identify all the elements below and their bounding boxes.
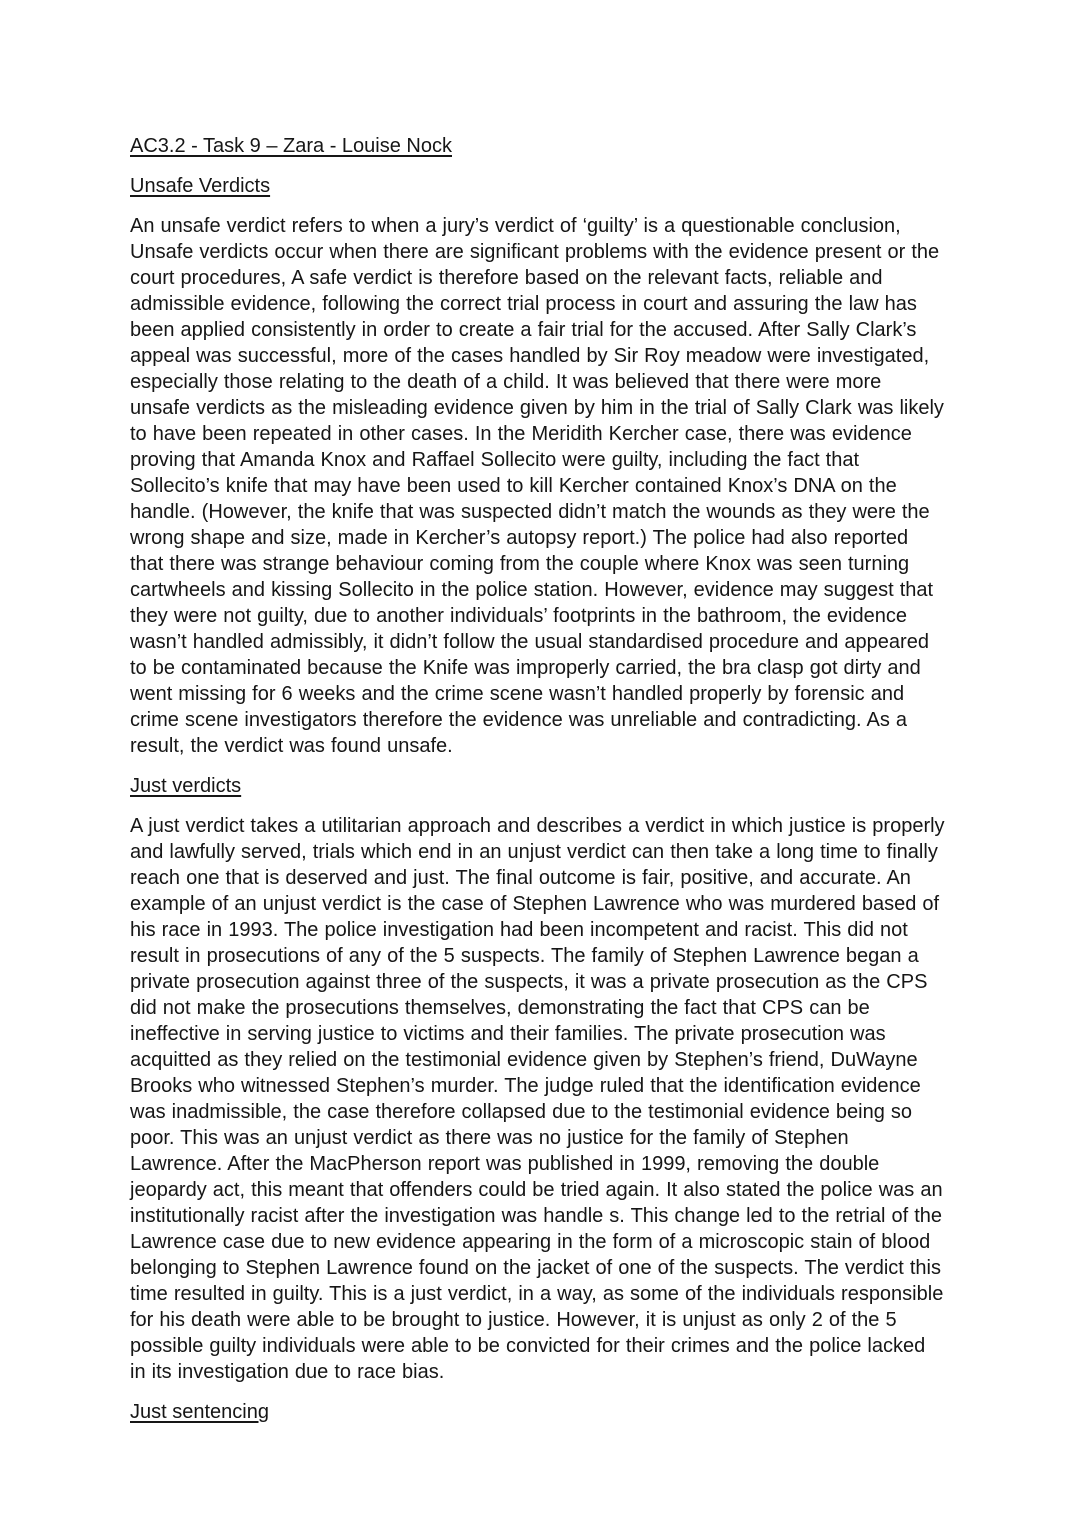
document-title: AC3.2 - Task 9 – Zara - Louise Nock [130, 135, 452, 157]
section-heading-unsafe-verdicts: Unsafe Verdicts [130, 175, 271, 197]
section-body-just-verdicts: A just verdict takes a utilitarian approach and describes a verdict in which justice is properly and lawfully served, trials which end in an unjust verdict can then take a long time to finally reach one that is deserved and just. The final outcome is fair, positive, and accurate. An example of an unjust verdict is the case of Stephen Lawrence who was murdered based of his race in 1993. The police investigation had been incompetent and racist. This did not result in prosecutions of any of the 5 suspects. The family of Stephen Lawrence began a private prosecution against three of the suspects, it was a private prosecution as the CPS did not make the prosecutions themselves, demonstrating the fact that CPS can be ineffective in serving justice to victims and their families. The private prosecution was acquitted as they relied on the testimonial evidence given by Stephen’s friend, DuWayne Brooks who witnessed Stephen’s murder. The judge ruled that the identification evidence was inadmissible, the case therefore collapsed due to the testimonial evidence being so poor. This was an unjust verdict as there was no justice for the family of Stephen Lawrence. After the MacPherson report was published in 1999, removing the double jeopardy act, this meant that offenders could be tried again. It also stated the police was an institutionally racist after the investigation was handle s. This change led to the retrial of the Lawrence case due to new evidence appearing in the form of a microscopic stain of blood belonging to Stephen Lawrence found on the jacket of one of the suspects. The verdict this time resulted in guilty. This is a just verdict, in a way, as some of the individuals responsible for his death were able to be brought to justice. However, it is unjust as only 2 of the 5 possible guilty individuals were able to be convicted for their crimes and the police lacked in its investigation due to race bias. [130, 815, 945, 1383]
section-heading-just-sentencing: Just sentencing [130, 1401, 269, 1423]
section-heading-just-verdicts: Just verdicts [130, 775, 242, 797]
section-body-unsafe-verdicts: An unsafe verdict refers to when a jury’s verdict of ‘guilty’ is a questionable conclusion, Unsafe verdicts occur when there are significant problems with the evidence present or the court procedures, A safe verdict is therefore based on the relevant facts, reliable and admissible evidence, following the correct trial process in court and assuring the law has been applied consistently in order to create a fair trial for the accused. After Sally Clark’s appeal was successful, more of the cases handled by Sir Roy meadow were investigated, especially those relating to the death of a child. It was believed that there were more unsafe verdicts as the misleading evidence given by him in the trial of Sally Clark was likely to have been repeated in other cases. In the Meridith Kercher case, there was evidence proving that Amanda Knox and Raffael Sollecito were guilty, including the fact that Sollecito’s knife that may have been used to kill Kercher contained Knox’s DNA on the handle. (However, the knife that was suspected didn’t match the wounds as they were the wrong shape and size, made in Kercher’s autopsy report.) The police had also reported that there was strange behaviour coming from the couple where Knox was seen turning cartwheels and kissing Sollecito in the police station. However, evidence may suggest that they were not guilty, due to another individuals’ footprints in the bathroom, the evidence wasn’t handled admissibly, it didn’t follow the usual standardised procedure and appeared to be contaminated because the Knife was improperly carried, the bra clasp got dirty and went missing for 6 weeks and the crime scene wasn’t handled properly by forensic and crime scene investigators therefore the evidence was unreliable and contradicting. As a result, the verdict was found unsafe. [130, 215, 944, 757]
